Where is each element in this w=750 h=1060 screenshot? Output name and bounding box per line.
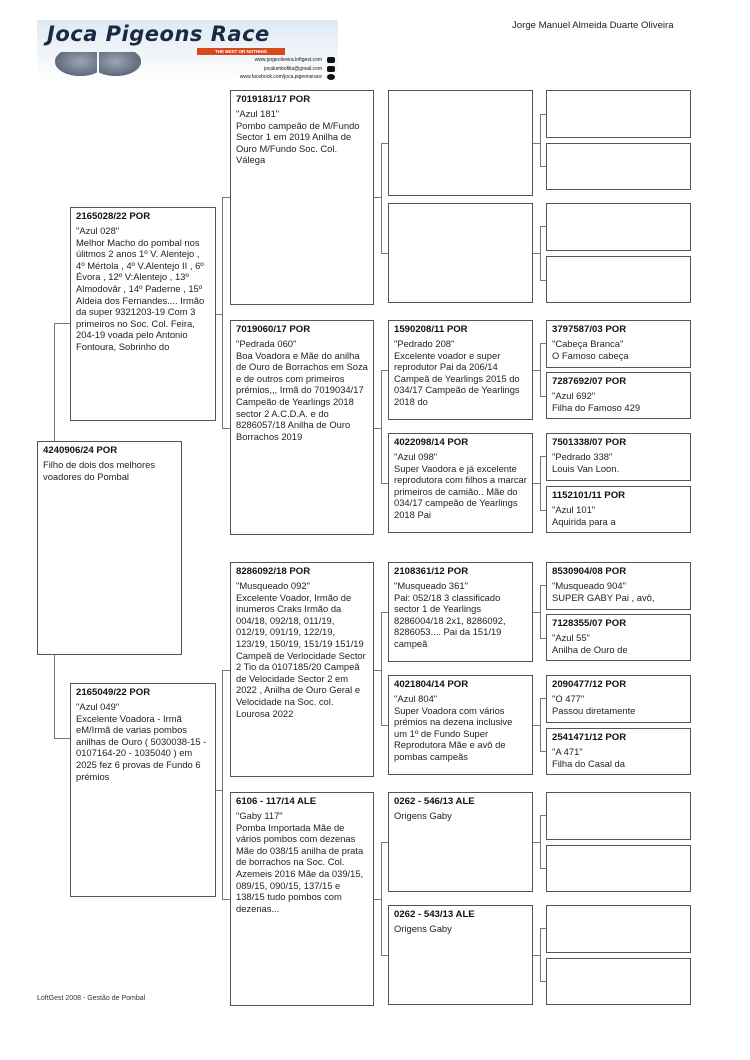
connector-line (381, 143, 388, 144)
gen4-box[interactable] (388, 90, 533, 196)
connector-line (540, 456, 541, 511)
ring-number: 8286092/18 POR (236, 566, 311, 577)
pigeon-name: "Musqueado 904" (552, 580, 626, 591)
connector-line (222, 899, 230, 900)
logo-tagline: THE BEST OR NOTHING (197, 48, 285, 55)
ring-number: 7287692/07 POR (552, 376, 627, 387)
connector-line (540, 114, 541, 167)
facebook-icon (327, 74, 335, 80)
gen5-box[interactable] (546, 905, 691, 953)
connector-line (381, 612, 388, 613)
gen5-box[interactable] (546, 958, 691, 1005)
ring-number: 3797587/03 POR (552, 324, 627, 335)
gen5-box[interactable] (546, 203, 691, 251)
pigeon-notes: Boa Voadora e Mãe do anilha de Ouro de Borrachos em Soza e de outros com primeiros prémios,,, Irmã do 7019034/17 Campeão de Yearlings 2018 sector 2 A.C.D.A. e do 8286057/18 Anilha de Ouro Borrachos 2019 (236, 349, 368, 442)
logo-website: www.jorgeoliveira.loftgest.com (254, 57, 322, 63)
pigeon-name: "Azul 101" (552, 504, 596, 515)
logo-title: Joca Pigeons Race (47, 22, 270, 46)
connector-line (374, 197, 381, 198)
pigeon-name: "Cabeça Branca" (552, 338, 624, 349)
ring-number: 7128355/07 POR (552, 618, 627, 629)
gen5-box[interactable] (546, 728, 691, 775)
connector-line (533, 955, 540, 956)
gen4-box[interactable] (388, 203, 533, 303)
ring-number: 8530904/08 POR (552, 566, 627, 577)
pigeon-name: "Pedrado 208" (394, 338, 455, 349)
gen5-box[interactable] (546, 562, 691, 610)
connector-line (533, 725, 540, 726)
pigeon-image (99, 52, 141, 76)
pigeon-name: "Azul 55" (552, 632, 590, 643)
connector-line (540, 226, 541, 281)
gen5-box[interactable] (546, 614, 691, 661)
ring-number: 0262 - 543/13 ALE (394, 909, 475, 920)
pigeon-notes: Pai: 052/18 3 classificado sector 1 de Yearlings 8286004/18 2x1, 8286092, 8286053.... Pai da 151/19 campeã (394, 591, 506, 649)
pigeon-notes: Louis Van Loon. (552, 462, 620, 474)
connector-line (533, 842, 540, 843)
pigeon-name: "O 477" (552, 693, 585, 704)
ring-number: 2541471/12 POR (552, 732, 627, 743)
globe-icon (327, 57, 335, 63)
pigeon-notes: Origens Gaby (394, 923, 452, 934)
ring-number: 2108361/12 POR (394, 566, 469, 577)
dam-box[interactable] (70, 683, 216, 897)
connector-line (381, 143, 382, 254)
gen4-box[interactable] (388, 562, 533, 662)
ring-number: 7501338/07 POR (552, 437, 627, 448)
mail-icon (327, 66, 335, 72)
sire-sire-box[interactable] (230, 90, 374, 305)
gen4-box[interactable] (388, 433, 533, 533)
dam-sire-box[interactable] (230, 562, 374, 777)
connector-line (381, 842, 388, 843)
pigeon-notes: O Famoso cabeça (552, 349, 629, 361)
ring-number: 4240906/24 POR (43, 445, 118, 456)
pigeon-notes: Filho de dois dos melhores voadores do Pombal (43, 459, 156, 482)
ring-number: 7019181/17 POR (236, 94, 311, 105)
connector-line (381, 370, 388, 371)
pigeon-notes: SUPER GABY Pai , avô, (552, 591, 655, 603)
ring-number: 2165049/22 POR (76, 687, 151, 698)
gen5-box[interactable] (546, 320, 691, 368)
connector-line (374, 428, 381, 429)
pigeon-notes: Excelente voador e super reprodutor Pai da 206/14 Campeã de Yearlings 2015 do 034/17 Campeão de Yearlings 2018 do (394, 349, 520, 407)
pigeon-notes: Filha do Casal da (552, 757, 625, 769)
gen5-box[interactable] (546, 675, 691, 723)
connector-line (222, 670, 230, 671)
connector-line (381, 483, 388, 484)
gen5-box[interactable] (546, 256, 691, 303)
subject-box[interactable] (37, 441, 182, 655)
pigeon-notes: Passou diretamente (552, 704, 636, 716)
connector-line (381, 370, 382, 484)
logo-facebook: www.facebook.com/joca.pigeonsrace (239, 74, 322, 80)
gen5-box[interactable] (546, 486, 691, 533)
dam-dam-box[interactable] (230, 792, 374, 1006)
pigeon-notes: Excelente Voador, Irmão de inumeros Craks Irmão da 004/18, 092/18, 011/19, 012/19, 091/19, 122/19, 123/19, 150/19, 151/19 151/19 Campeã de Verlocidade Sector 2 Tio da 0107185/20 Campeã de Velocidade Sector 2 em 2022 , Anilha de Ouro Geral e Velocidade na Soc. col. Lourosa 2022 (236, 591, 366, 719)
pigeon-notes: Anilha de Ouro de (552, 643, 628, 655)
logo-email: jocalumbofilia@gmail.com (263, 66, 322, 72)
connector-line (374, 670, 381, 671)
connector-line (540, 343, 541, 397)
connector-line (533, 612, 540, 613)
connector-line (533, 143, 540, 144)
connector-line (533, 370, 540, 371)
pigeon-notes: Pomba Importada Mãe de vários pombos com dezenas Mãe do 038/15 anilha de prata de borrachos na Soc. Col. Azemeis 2016 Mãe da 039/15, 089/15, 090/15, 137/15 e 138/15 tudo pombos com dezenas... (236, 821, 364, 914)
footer-text: LoftGest 2008 - Gestão de Pombal (37, 995, 146, 1002)
connector-line (381, 725, 388, 726)
pigeon-name: "Pedrado 338" (552, 451, 613, 462)
pigeon-notes: Origens Gaby (394, 810, 452, 821)
ring-number: 7019060/17 POR (236, 324, 311, 335)
gen5-box[interactable] (546, 845, 691, 892)
pigeon-name: "A 471" (552, 746, 583, 757)
pigeon-name: "Musqueado 361" (394, 580, 468, 591)
gen4-box[interactable] (388, 675, 533, 775)
ring-number: 4021804/14 POR (394, 679, 469, 690)
pigeon-name: "Musqueado 092" (236, 580, 310, 591)
pigeon-notes: Aquirida para a (552, 515, 616, 527)
connector-line (222, 197, 223, 429)
sire-dam-box[interactable] (230, 320, 374, 535)
pigeon-notes: Excelente Voadora - Irmã eM/Irmã de varias pombos anilhas de Ouro ( 5030038-15 - 0107164-20 - 1035040 ) em 2025 fez 6 provas de Fundo 6 prémios (76, 712, 207, 782)
ring-number: 0262 - 546/13 ALE (394, 796, 475, 807)
pigeon-name: "Azul 692" (552, 390, 596, 401)
connector-line (533, 253, 540, 254)
gen5-box[interactable] (546, 792, 691, 840)
ring-number: 4022098/14 POR (394, 437, 469, 448)
connector-line (222, 670, 223, 900)
connector-line (533, 483, 540, 484)
pigeon-image (55, 52, 97, 76)
pigeon-name: "Gaby 117" (236, 810, 283, 821)
gen5-box[interactable] (546, 372, 691, 419)
connector-line (374, 899, 381, 900)
connector-line (540, 928, 541, 982)
pigeon-name: "Pedrada 060" (236, 338, 297, 349)
pigeon-notes: Super Voadora com vários prémios na dezena inclusive um 1º de Fundo Super Reprodutora Mãe e avô de pombas campeãs (394, 704, 513, 762)
connector-line (540, 815, 541, 869)
connector-line (381, 612, 382, 726)
gen5-box[interactable] (546, 433, 691, 481)
pigeon-name: "Azul 028" (76, 225, 120, 236)
pigeon-notes: Filha do Famoso 429 (552, 401, 641, 413)
connector-line (381, 253, 388, 254)
pigeon-notes: Melhor Macho do pombal nos úlitmos 2 anos 1º V. Alentejo , 4º Mértola , 4º V.Alentejo II , 6º Évora , 12º V:Alentejo , 13º Almodovâr , 14º Paderne , 15º Aldeia dos Fernandes.... Irmão da super 9321203-19 Com 3 primeiros no Soc. Col. Feira, 204-19 voada pelo Antonio Fontoura, Sobrinho do (76, 236, 205, 352)
gen5-box[interactable] (546, 90, 691, 138)
sire-box[interactable] (70, 207, 216, 421)
connector-line (540, 585, 541, 639)
connector-line (381, 842, 382, 956)
pigeon-name: "Azul 181" (236, 108, 280, 119)
pigeon-notes: Super Vaodora e já excelente reprodutora com filhos a marcar primeiros de camião.. Mãe do 034/17 campeão de Yearlings 2018 Pai (394, 462, 527, 520)
ring-number: 2165028/22 POR (76, 211, 151, 222)
connector-line (54, 738, 70, 739)
gen5-box[interactable] (546, 143, 691, 190)
connector-line (540, 698, 541, 752)
pigeon-name: "Azul 049" (76, 701, 120, 712)
pigeon-name: "Azul 098" (394, 451, 438, 462)
logo (37, 20, 338, 82)
owner-name: Jorge Manuel Almeida Duarte Oliveira (512, 20, 674, 31)
ring-number: 1152101/11 POR (552, 490, 626, 501)
connector-line (222, 428, 230, 429)
ring-number: 2090477/12 POR (552, 679, 627, 690)
gen4-box[interactable] (388, 320, 533, 420)
connector-line (54, 323, 70, 324)
connector-line (381, 955, 388, 956)
pigeon-notes: Pombo campeão de M/Fundo Sector 1 em 2019 Anilha de Ouro M/Fundo Soc. Col. Válega (236, 119, 360, 166)
pigeon-name: "Azul 804" (394, 693, 438, 704)
gen4-box[interactable] (388, 792, 533, 892)
ring-number: 1590208/11 POR (394, 324, 468, 335)
gen4-box[interactable] (388, 905, 533, 1005)
ring-number: 6106 - 117/14 ALE (236, 796, 317, 807)
connector-line (222, 197, 230, 198)
